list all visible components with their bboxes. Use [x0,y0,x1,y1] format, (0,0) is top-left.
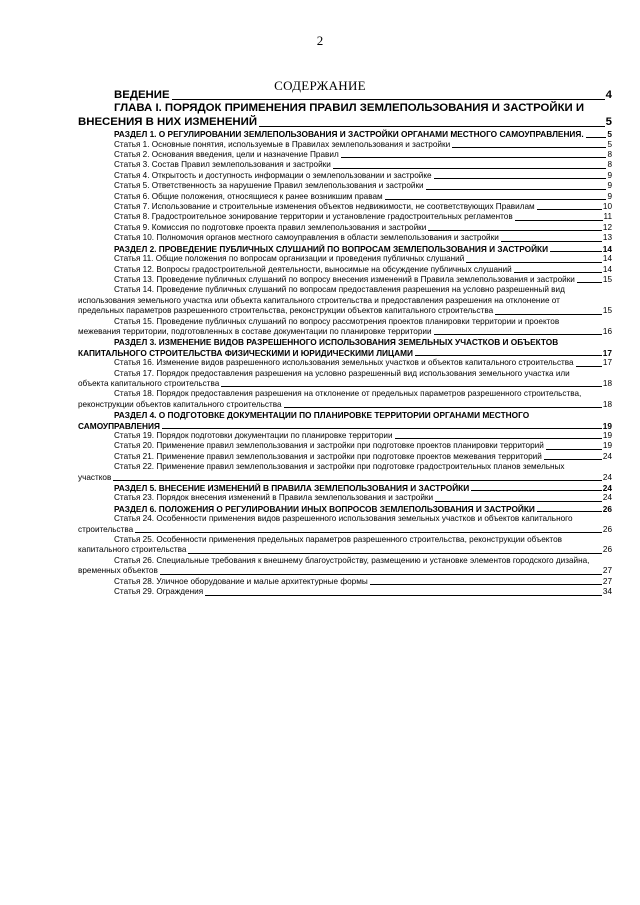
toc-leader-line [385,199,607,200]
toc-entry-page: 14 [602,254,612,264]
toc-article-entry[interactable] [78,181,612,191]
toc-entry-page: 14 [602,243,612,254]
toc-entry-title: ГЛАВА I. ПОРЯДОК ПРИМЕНЕНИЯ ПРАВИЛ ЗЕМЛЕПОЛЬЗОВАНИЯ И ЗАСТРОЙКИ И ВНЕСЕНИЯ В НИХ ИЗМЕНЕНИЙ [78,102,585,128]
toc-article-entry[interactable] [78,441,612,451]
toc-leader-line [341,157,607,158]
toc-article-entry[interactable] [78,233,612,243]
toc-leader-line [172,99,605,100]
toc-entry-page: 19 [602,420,612,431]
toc-article-entry[interactable] [78,140,612,150]
toc-entry-title: Статья 20. Применение правил землепользования и застройки при подготовке проектов планировки территорий [114,441,544,451]
toc-entry-page: 18 [602,399,612,409]
toc-entry-page: 24 [602,493,612,503]
toc-article-entry[interactable] [78,254,612,264]
toc-leader-line [370,584,602,585]
toc-entry-page: 4 [605,89,612,101]
toc-entry-title: Статья 29. Ограждения [114,587,204,597]
toc-entry-page: 24 [602,472,612,482]
toc-section-entry[interactable] [78,337,612,358]
toc-title: СОДЕРЖАНИЕ [274,78,366,93]
toc-leader-line [160,574,602,575]
toc-article-entry[interactable] [78,212,612,222]
toc-entry-page: 26 [602,545,612,555]
toc-entry-title: Статья 18. Порядок предоставления разрешения на отклонение от предельных параметров разрешенного строительства, реконструкции объектов капитального строительства [78,389,582,409]
toc-chapter-entry[interactable] [78,89,612,102]
toc-leader-line [426,189,607,190]
toc-entry-title: Статья 25. Особенности применения предельных параметров разрешенного строительства, реконструкции объектов капитального строительства [78,535,562,555]
toc-leader-line [452,147,606,148]
toc-entry-title: Статья 28. Уличное оборудование и малые архитектурные формы [114,576,368,586]
toc-leader-line [577,282,602,283]
toc-entry-page: 15 [602,306,612,316]
toc-leader-line [259,126,605,127]
toc-entry-page: 19 [602,441,612,451]
toc-leader-line [586,137,607,138]
toc-entry-page: 5 [605,115,612,128]
toc-entry-title: Статья 13. Проведение публичных слушаний по вопросу внесения изменений в Правила землепользования и застройки [114,274,575,284]
toc-entry-title: Статья 1. Основные понятия, используемые в Правилах землепользования и застройки [114,139,451,149]
toc-leader-line [495,314,602,315]
toc-entry-title: Статья 15. Проведение публичных слушаний по вопросу рассмотрения проектов планировки территории и проектов межевания территории, подготовленных в составе документации по планировке территории [78,316,560,336]
toc-leader-line [428,230,602,231]
toc-article-entry[interactable] [78,452,612,462]
toc-article-entry[interactable] [78,192,612,202]
toc-entry-page: 9 [607,170,612,180]
toc-leader-line [333,168,607,169]
toc-leader-line [205,595,602,596]
toc-entry-title: Статья 2. Основания введения, цели и назначение Правил [114,150,339,160]
toc-entry-title: Статья 4. Открытость и доступность информации о землепользовании и застройке [114,170,432,180]
toc-entry-page: 9 [607,181,612,191]
toc-article-entry[interactable] [78,493,612,503]
toc-leader-line [466,262,602,263]
toc-leader-line [434,178,607,179]
toc-entry-title: РАЗДЕЛ 4. О ПОДГОТОВКЕ ДОКУМЕНТАЦИИ ПО ПЛАНИРОВКЕ ТЕРРИТОРИИ ОРГАНАМИ МЕСТНОГО САМОУПРАВЛЕНИЯ [78,410,530,431]
toc-leader-line [435,501,602,502]
toc-leader-line [221,386,602,387]
toc-entry-title: РАЗДЕЛ 2. ПРОВЕДЕНИЕ ПУБЛИЧНЫХ СЛУШАНИЙ ПО ВОПРОСАМ ЗЕМЛЕПОЛЬЗОВАНИЯ И ЗАСТРОЙКИ [114,243,549,254]
toc-entry-page: 8 [607,150,612,160]
toc-entry-page: 17 [602,347,612,358]
toc-entry-page: 12 [602,222,612,232]
toc-entry-title: Статья 12. Вопросы градостроительной деятельности, выносимые на обсуждение публичных слушаний [114,264,512,274]
toc-article-entry[interactable] [78,587,612,597]
toc-article-entry[interactable] [78,514,612,535]
toc-leader-line [514,272,602,273]
toc-entry-title: Статья 5. Ответственность за нарушение Правил землепользования и застройки [114,181,424,191]
toc-entry-page: 18 [602,378,612,388]
toc-entry-title: Статья 23. Порядок внесения изменений в Правила землепользования и застройки [114,493,434,503]
toc-entry-title: Статья 22. Применение правил землепользования и застройки при подготовке градостроительных планов земельных участков [78,462,565,482]
toc-leader-line [501,241,602,242]
table-of-contents [78,89,612,598]
toc-leader-line [434,334,602,335]
toc-entry-page: 34 [602,587,612,597]
toc-leader-line [515,220,603,221]
toc-leader-line [188,553,601,554]
toc-entry-title: Статья 11. Общие положения по вопросам организации и проведения публичных слушаний [114,254,465,264]
toc-article-entry[interactable] [78,223,612,233]
toc-article-entry[interactable] [78,389,612,410]
toc-leader-line [113,480,602,481]
toc-entry-title: РАЗДЕЛ 5. ВНЕСЕНИЕ ИЗМЕНЕНИЙ В ПРАВИЛА ЗЕМЛЕПОЛЬЗОВАНИЯ И ЗАСТРОЙКИ [114,483,470,494]
toc-entry-title: Статья 17. Порядок предоставления разрешения на условно разрешенный вид использования земельного участка или объекта капитального строительства [78,368,570,388]
toc-entry-title: Статья 26. Специальные требования к внешнему благоустройству, размещению и установке элементов городского дизайна, временных объектов [78,555,590,576]
toc-leader-line [550,251,602,252]
toc-entry-page: 16 [602,326,612,336]
toc-article-entry[interactable] [78,369,612,390]
toc-entry-title: РАЗДЕЛ 3. ИЗМЕНЕНИЕ ВИДОВ РАЗРЕШЕННОГО ИСПОЛЬЗОВАНИЯ ЗЕМЕЛЬНЫХ УЧАСТКОВ И ОБЪЕКТОВ КАПИТАЛЬНОГО СТРОИТЕЛЬСТВА ФИЗИЧЕСКИМИ И ЮРИДИЧЕСКИМИ ЛИЦАМИ [78,337,559,358]
toc-entry-title: Статья 14. Проведение публичных слушаний по вопросам предоставления разрешения на условно разрешенный вид использования земельного участка или объекта капитального строительства и предоставления разрешения на отклонение от предельных параметров разрешенного строительства, реконструкции объектов капитального строительства [78,285,565,316]
page-number: 2 [316,33,324,48]
toc-article-entry[interactable] [78,160,612,170]
toc-section-entry[interactable] [78,410,612,431]
toc-leader-line [576,366,602,367]
toc-article-entry[interactable] [78,202,612,212]
toc-article-entry[interactable] [78,462,612,483]
toc-entry-title: Статья 16. Изменение видов разрешенного использования земельных участков и объектов капитального строительства [114,358,574,368]
toc-entry-page: 8 [607,160,612,170]
toc-entry-title: РАЗДЕЛ 1. О РЕГУЛИРОВАНИИ ЗЕМЛЕПОЛЬЗОВАНИЯ И ЗАСТРОЙКИ ОРГАНАМИ МЕСТНОГО САМОУПРАВЛЕНИЯ. [114,129,584,140]
toc-entry-page: 13 [602,233,612,243]
toc-entry-page: 24 [602,451,612,461]
toc-chapter-entry[interactable] [78,102,612,129]
toc-article-entry[interactable] [78,275,612,285]
toc-leader-line [395,438,602,439]
toc-entry-page: 14 [602,264,612,274]
toc-article-entry[interactable] [78,535,612,556]
toc-entry-title: Статья 24. Особенности применения видов разрешенного использования земельных участков и объектов капитального строительства [78,514,573,534]
toc-leader-line [471,490,602,491]
toc-entry-page: 24 [602,483,612,494]
toc-entry-title: Статья 9. Комиссия по подготовке проекта правил землепользования и застройки [114,222,427,232]
toc-entry-page: 11 [603,212,612,222]
toc-section-entry[interactable] [78,483,612,493]
toc-article-entry[interactable] [78,577,612,587]
toc-entry-page: 17 [602,358,612,368]
toc-leader-line [537,209,602,210]
toc-leader-line [537,511,602,512]
toc-entry-title: Статья 8. Градостроительное зонирование территории и установление градостроительных регламентов [114,212,513,222]
toc-article-entry[interactable] [78,317,612,338]
toc-entry-page: 15 [602,274,612,284]
toc-entry-page: 26 [602,524,612,534]
toc-leader-line [162,428,602,429]
toc-entry-page: 19 [602,431,612,440]
toc-entry-title: ВЕДЕНИЕ [114,89,170,101]
toc-leader-line [135,532,602,533]
toc-entry-page: 27 [602,576,612,586]
toc-leader-line [415,355,602,356]
toc-leader-line [544,459,602,460]
toc-article-entry[interactable] [78,265,612,275]
toc-section-entry[interactable] [78,244,612,254]
toc-entry-page: 9 [607,191,612,201]
toc-entry-page: 27 [602,566,612,576]
toc-leader-line [546,449,602,450]
toc-entry-page: 5 [607,139,612,149]
toc-entry-title: Статья 6. Общие положения, относящиеся к ранее возникшим правам [114,191,383,201]
toc-entry-page: 26 [602,503,612,514]
toc-entry-title: РАЗДЕЛ 6. ПОЛОЖЕНИЯ О РЕГУЛИРОВАНИИ ИНЫХ ВОПРОСОВ ЗЕМЛЕПОЛЬЗОВАНИЯ И ЗАСТРОЙКИ [114,503,535,514]
toc-leader-line [284,407,602,408]
toc-section-entry[interactable] [78,129,612,139]
toc-article-entry[interactable] [78,556,612,577]
toc-article-entry[interactable] [78,150,612,160]
toc-article-entry[interactable] [78,285,612,316]
toc-entry-title: Статья 10. Полномочия органов местного самоуправления в области землепользования и застройки [114,233,499,243]
toc-article-entry[interactable] [78,358,612,368]
toc-article-entry[interactable] [78,431,612,441]
toc-section-entry[interactable] [78,504,612,514]
toc-article-entry[interactable] [78,171,612,181]
toc-entry-title: Статья 7. Использование и строительные изменения объектов недвижимости, не соответствующих Правилам [114,202,535,212]
toc-entry-page: 5 [607,129,612,140]
toc-entry-title: Статья 3. Состав Правил землепользования и застройки [114,160,331,170]
toc-entry-page: 10 [602,202,612,212]
toc-entry-title: Статья 21. Применение правил землепользования и застройки при подготовке проектов межевания территорий [114,451,542,461]
toc-entry-title: Статья 19. Порядок подготовки документации по планировке территории [114,431,393,440]
